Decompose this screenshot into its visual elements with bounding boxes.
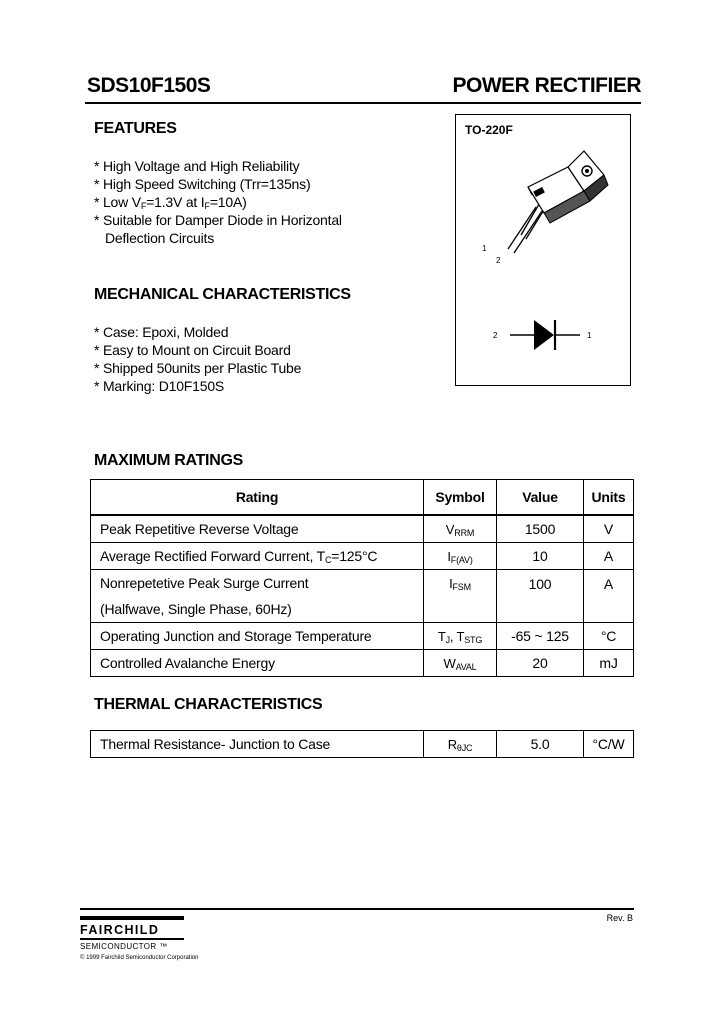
max-ratings-table <box>90 479 634 677</box>
unit-cell: mJ <box>584 650 634 677</box>
pin-label-2: 2 <box>496 256 501 265</box>
unit-cell: A <box>584 543 634 570</box>
logo-bar-bottom <box>80 938 184 940</box>
feature-item: * High Speed Switching (Trr=135ns) <box>94 176 311 192</box>
logo-bar-top <box>80 916 184 920</box>
package-name: TO-220F <box>465 123 513 137</box>
document-type: POWER RECTIFIER <box>452 74 641 97</box>
value-cell: 10 <box>497 543 584 570</box>
symbol-cell: $I_{FSM}$ <box>424 570 497 623</box>
unit-cell: A <box>584 570 634 623</box>
package-lead <box>514 211 542 253</box>
thermal-table <box>90 730 634 758</box>
feature-item-continued: Deflection Circuits <box>105 230 215 246</box>
table-row <box>91 731 634 758</box>
features-heading: FEATURES <box>94 120 177 137</box>
unit-cell: V <box>584 515 634 543</box>
rating-cell: Operating Junction and Storage Temperature <box>91 623 424 650</box>
feature-item: * High Voltage and High Reliability <box>94 158 300 174</box>
thermal-heading: THERMAL CHARACTERISTICS <box>94 696 323 713</box>
mechanical-item: * Easy to Mount on Circuit Board <box>94 342 291 358</box>
fairchild-logo: FAIRCHILD <box>80 923 160 937</box>
rating-cell: Peak Repetitive Reverse Voltage <box>91 515 424 543</box>
footer-rule <box>80 908 634 910</box>
header-rule <box>85 102 641 104</box>
mechanical-list <box>94 323 301 395</box>
symbol-cell: $V_{RRM}$ <box>424 515 497 543</box>
header-units: Units <box>584 480 634 516</box>
table-row <box>91 515 634 543</box>
mechanical-item: * Marking: D10F150S <box>94 378 225 394</box>
unit-cell: °C/W <box>584 731 634 758</box>
mechanical-heading: MECHANICAL CHARACTERISTICS <box>94 286 351 303</box>
feature-item: * Suitable for Damper Diode in Horizontal <box>94 212 342 228</box>
logo-subtitle: SEMICONDUCTOR ™ <box>80 942 168 951</box>
value-cell: 5.0 <box>497 731 584 758</box>
rating-cell: Controlled Avalanche Energy <box>91 650 424 677</box>
pin-label-1: 1 <box>482 244 487 253</box>
diode-triangle <box>534 320 554 350</box>
value-cell: 1500 <box>497 515 584 543</box>
feature-item: * Low $V_F=1.3V$ at $I_F=10A$) <box>94 194 247 211</box>
table-row <box>91 623 634 650</box>
table-row <box>91 543 634 570</box>
diode-pin-left: 2 <box>493 331 498 340</box>
header-value: Value <box>497 480 584 516</box>
rating-cell: Nonrepetetive Peak Surge Current (Halfwave, Single Phase, 60Hz) <box>91 570 424 623</box>
package-lead <box>508 207 536 249</box>
value-cell: -65 ~ 125 <box>497 623 584 650</box>
symbol-cell: $T_J$, $T_{STG}$ <box>424 623 497 650</box>
features-list <box>94 157 342 247</box>
part-number: SDS10F150S <box>87 74 211 97</box>
header-symbol: Symbol <box>424 480 497 516</box>
symbol-cell: $R_{\theta JC}$ <box>424 731 497 758</box>
diode-pin-right: 1 <box>587 331 592 340</box>
package-drawing <box>456 115 630 385</box>
value-cell: 20 <box>497 650 584 677</box>
rating-cell: Thermal Resistance- Junction to Case <box>91 731 424 758</box>
value-cell: 100 <box>497 570 584 623</box>
copyright: © 1999 Fairchild Semiconductor Corporation <box>80 955 199 961</box>
table-header-row <box>91 480 634 516</box>
revision: Rev. B <box>606 913 633 923</box>
mechanical-item: * Shipped 50units per Plastic Tube <box>94 360 302 376</box>
table-row <box>91 570 634 623</box>
mounting-hole-inner <box>585 169 589 173</box>
symbol-cell: $I_{F(AV)}$ <box>424 543 497 570</box>
unit-cell: °C <box>584 623 634 650</box>
header-rating: Rating <box>91 480 424 516</box>
rating-cell: Average Rectified Forward Current, $T_C=125^\circ C$ <box>91 543 424 570</box>
package-box <box>455 114 631 386</box>
symbol-cell: $W_{AVAL}$ <box>424 650 497 677</box>
mechanical-item: * Case: Epoxi, Molded <box>94 324 229 340</box>
table-row <box>91 650 634 677</box>
max-ratings-heading: MAXIMUM RATINGS <box>94 452 243 469</box>
